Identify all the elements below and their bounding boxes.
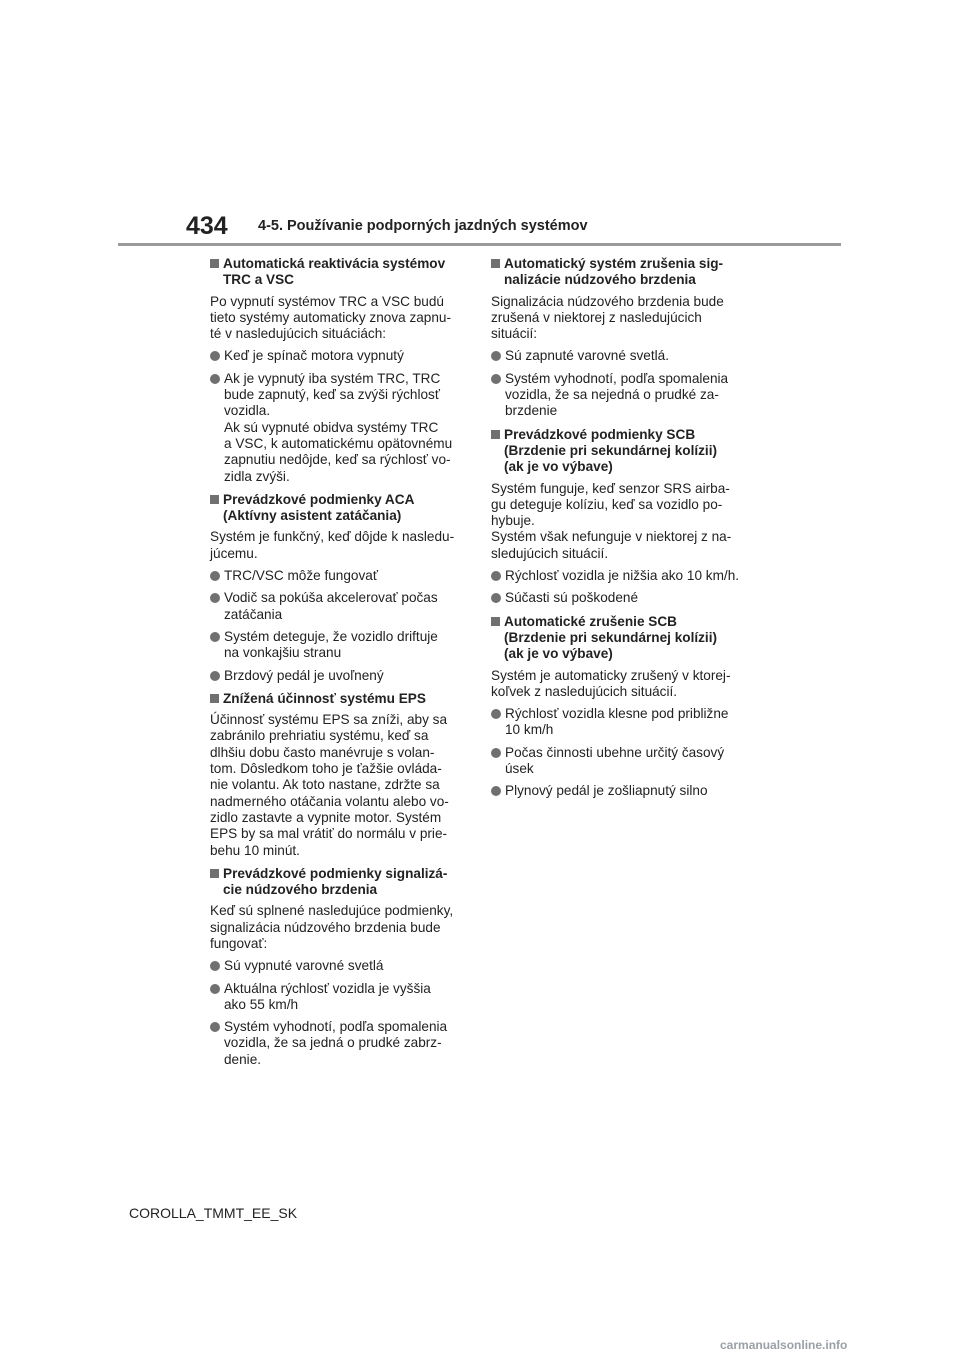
bullet-text: Rýchlosť vozidla klesne pod približne 10 km/h	[505, 706, 729, 738]
bullet-text: Počas činnosti ubehne určitý časový úsek	[505, 744, 725, 777]
circle-bullet-icon	[491, 748, 501, 758]
bullet-item	[491, 590, 751, 606]
footer-code: COROLLA_TMMT_EE_SK	[129, 1205, 298, 1221]
section-heading	[210, 256, 470, 289]
section	[491, 256, 751, 420]
section-heading	[491, 614, 751, 663]
section-heading-text: Prevádzkové podmienky SCB (Brzdenie pri sekundárnej kolízii) (ak je vo výbave)	[504, 426, 718, 475]
circle-bullet-icon	[491, 593, 501, 603]
bullet-item	[491, 348, 751, 364]
section-heading-text: Automatická reaktivácia systémov TRC a VSC	[223, 256, 446, 288]
section	[491, 614, 751, 800]
bullet-text: Vodič sa pokúša akcelerovať počas zatáčania	[224, 590, 438, 622]
circle-bullet-icon	[210, 351, 220, 361]
circle-bullet-icon	[210, 671, 220, 681]
paragraph: Účinnosť systému EPS sa zníži, aby sa zabránilo prehriatiu systému, keď sa dlhšiu dobu často manévruje s volan- tom. Dôsledkom toho je ťažšie ovláda- nie volantu. Ak toto nastane, zdržte sa nadmerného otáčania volantu alebo vo- zidlo zastavte a vypnite motor. Systém EPS by sa mal vrátiť do normálu v prie- behu 10 minút.	[210, 712, 449, 858]
section-heading-text: Automatické zrušenie SCB (Brzdenie pri sekundárnej kolízii) (ak je vo výbave)	[504, 613, 718, 662]
bullet-text: Súčasti sú poškodené	[505, 590, 639, 606]
bullet-text: TRC/VSC môže fungovať	[224, 568, 378, 584]
circle-bullet-icon	[491, 374, 501, 384]
section	[210, 866, 470, 1068]
paragraph: Systém je automaticky zrušený v ktorej- koľvek z nasledujúcich situácií.	[491, 667, 731, 699]
section-heading-text: Automatický systém zrušenia sig- nalizácie núdzového brzdenia	[504, 256, 724, 288]
bullet-item	[491, 745, 751, 778]
bullet-text: Systém vyhodnotí, podľa spomalenia vozidla, že sa nejedná o prudké za- brzdenie	[505, 370, 729, 419]
square-bullet-icon	[210, 694, 219, 703]
section-heading	[210, 691, 470, 707]
bullet-item	[210, 629, 470, 662]
bullet-text: Brzdový pedál je uvoľnený	[224, 667, 384, 683]
chapter-title: 4-5. Používanie podporných jazdných systémov	[258, 218, 588, 234]
bullet-item	[491, 783, 751, 799]
square-bullet-icon	[491, 617, 500, 626]
bullet-item	[210, 668, 470, 684]
paragraph: Signalizácia núdzového brzdenia bude zrušená v niektorej z nasledujúcich situácií:	[491, 293, 724, 342]
page-number: 434	[186, 212, 228, 240]
section	[210, 691, 470, 859]
circle-bullet-icon	[210, 593, 220, 603]
circle-bullet-icon	[491, 709, 501, 719]
section-heading-text: Znížená účinnosť systému EPS	[223, 690, 426, 706]
section	[210, 492, 470, 684]
paragraph: Systém funguje, keď senzor SRS airba- gu deteguje kolíziu, keď sa vozidlo po- hybuje. Systém však nefunguje v niektorej z na- sledujúcich situácií.	[491, 480, 732, 561]
circle-bullet-icon	[210, 632, 220, 642]
square-bullet-icon	[210, 259, 219, 268]
bullet-text: Plynový pedál je zošliapnutý silno	[505, 783, 708, 799]
watermark[interactable]: carmanualsonline.info	[720, 1338, 848, 1352]
circle-bullet-icon	[491, 786, 501, 796]
circle-bullet-icon	[210, 374, 220, 384]
bullet-item	[210, 348, 470, 364]
bullet-item	[491, 371, 751, 420]
bullet-text: Rýchlosť vozidla je nižšia ako 10 km/h.	[505, 568, 740, 584]
bullet-item	[491, 568, 751, 584]
section-heading-text: Prevádzkové podmienky signalizá- cie núdzového brzdenia	[223, 865, 448, 898]
bullet-item	[210, 981, 470, 1014]
bullet-text: Sú vypnuté varovné svetlá	[224, 958, 384, 974]
bullet-item	[210, 958, 470, 974]
bullet-item	[210, 568, 470, 584]
bullet-item	[210, 590, 470, 623]
bullet-item	[210, 1019, 470, 1068]
square-bullet-icon	[491, 259, 500, 268]
bullet-text: Keď je spínač motora vypnutý	[224, 348, 404, 364]
circle-bullet-icon	[210, 961, 220, 971]
bullet-text: Aktuálna rýchlosť vozidla je vyššia ako 55 km/h	[224, 980, 431, 1012]
square-bullet-icon	[210, 869, 219, 878]
section-heading	[491, 427, 751, 476]
paragraph: Systém je funkčný, keď dôjde k nasledu- júcemu.	[210, 529, 455, 561]
section-heading	[491, 256, 751, 289]
circle-bullet-icon	[210, 984, 220, 994]
right-column	[491, 256, 751, 807]
bullet-item	[491, 706, 751, 739]
bullet-item	[210, 371, 470, 485]
section-heading-text: Prevádzkové podmienky ACA (Aktívny asistent zatáčania)	[223, 491, 415, 524]
circle-bullet-icon	[210, 1022, 220, 1032]
paragraph: Po vypnutí systémov TRC a VSC budú tieto systémy automaticky znova zapnu- té v nasledujúcich situáciách:	[210, 293, 452, 342]
circle-bullet-icon	[491, 571, 501, 581]
paragraph: Keď sú splnené nasledujúce podmienky, signalizácia núdzového brzdenia bude fungovať:	[210, 903, 454, 951]
bullet-text: Systém vyhodnotí, podľa spomalenia vozidla, že sa jedná o prudké zabrz- denie.	[224, 1019, 448, 1067]
section-heading	[210, 492, 470, 525]
section	[210, 256, 470, 485]
circle-bullet-icon	[210, 571, 220, 581]
square-bullet-icon	[491, 430, 500, 439]
section	[491, 427, 751, 607]
bullet-text: Ak je vypnutý iba systém TRC, TRC bude zapnutý, keď sa zvýši rýchlosť vozidla. Ak sú vypnuté obidva systémy TRC a VSC, k automatickému opätovnému zapnutiu nedôjde, keď sa rýchlosť vo- zidla zvýši.	[224, 370, 453, 484]
left-column	[210, 256, 470, 1075]
bullet-text: Sú zapnuté varovné svetlá.	[505, 348, 669, 364]
circle-bullet-icon	[491, 351, 501, 361]
header-rule	[118, 243, 841, 246]
bullet-text: Systém deteguje, že vozidlo driftuje na vonkajšiu stranu	[224, 628, 438, 661]
square-bullet-icon	[210, 495, 219, 504]
section-heading	[210, 866, 470, 899]
